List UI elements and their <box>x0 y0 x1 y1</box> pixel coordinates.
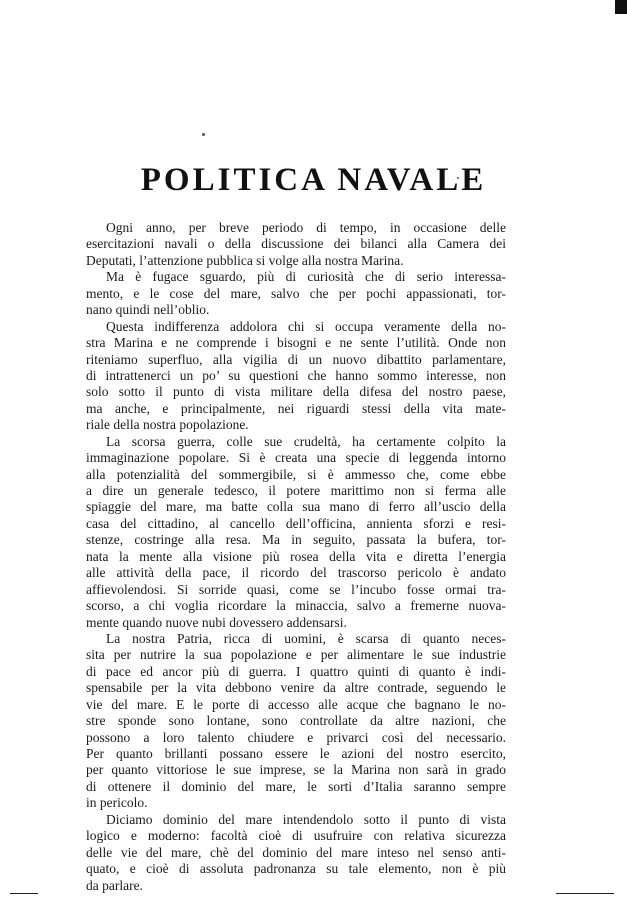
text-line: logico e moderno: facoltà cioè di usufruire con relativa sicurezza <box>86 828 506 844</box>
text-line: spensabile per la vita debbono venire da altre contrade, seguendo le <box>86 680 506 696</box>
text-line: da parlare. <box>86 877 143 893</box>
text-line: stra Marina e ne comprende i bisogni e ne sente l’utilità. Onde non <box>86 335 506 351</box>
text-line: La nostra Patria, ricca di uomini, è scarsa di quanto neces- <box>106 630 506 646</box>
text-line: stenze, costringe alla resa. Ma in seguito, passata la bufera, tor- <box>86 532 506 548</box>
text-line: a dire un generale tedesco, il potere marittimo non si ferma alle <box>86 483 506 498</box>
text-line: mento, e le cose del mare, salvo che per pochi appassionati, tor- <box>86 285 506 301</box>
text-line: La scorsa guerra, colle sue crudeltà, ha certamente colpito la <box>106 433 506 449</box>
text-line: stre sponde sono lontane, sono controllate da altre nazioni, che <box>86 713 506 729</box>
paragraph <box>86 220 506 269</box>
bottom-rule-left <box>10 893 38 894</box>
text-line: ma anche, e principalmente, nei riguardi stessi della vita mate- <box>86 400 506 416</box>
scan-corner-mark <box>615 0 627 14</box>
text-line: di intrattenerci un po’ su questioni che hanno sommo interesse, non <box>86 367 506 383</box>
text-line: Ogni anno, per breve periodo di tempo, in occasione delle <box>106 220 506 235</box>
paragraph <box>86 631 506 812</box>
text-line: delle vie del mare, chè del dominio del mare inteso nel senso anti- <box>86 844 506 860</box>
text-line: alle attività della pace, il ricordo del trascorso pericolo è andato <box>86 565 506 581</box>
text-line: sita per nutrire la sua popolazione e per alimentare le sue industrie <box>86 647 506 663</box>
text-line: riteniamo superfluo, alla vigilia di un nuovo dibattito parlamentare, <box>86 351 506 367</box>
text-line: nano quindi nell’oblio. <box>86 302 210 318</box>
scan-speck <box>202 133 205 136</box>
text-line: di pace ed ancor più di guerra. I quattro quinti di quanto è indi- <box>86 663 506 679</box>
text-line: esercitazioni navali o della discussione dei bilanci alla Camera dei <box>86 236 506 252</box>
paragraph <box>86 812 506 894</box>
body-text <box>86 220 506 894</box>
text-line: Deputati, l’attenzione pubblica si volge alla nostra Marina. <box>86 252 404 268</box>
text-line: nata la mente alla visione più rosea della vita e diretta l’energia <box>86 548 506 564</box>
text-line: affievolendosi. Si sorride quasi, come se l’incubo fosse ormai tra- <box>86 581 506 597</box>
text-line: casa del cittadino, al cancello dell’officina, annienta sforzi e resi- <box>86 515 506 531</box>
paragraph <box>86 434 506 631</box>
text-line: possono a loro talento chiudere e privarci così del necessario. <box>86 729 506 745</box>
text-line: scorso, a chi voglia ricordare la minaccia, salvo a fremerne nuova- <box>86 598 506 614</box>
text-line: quato, e cioè di assoluta padronanza su tale elemento, non è più <box>86 861 506 877</box>
text-line: alla potenzialità del sommergibile, si è ammesso che, come ebbe <box>86 466 506 482</box>
text-line: Per quanto brillanti possano essere le azioni del nostro esercito, <box>86 746 506 761</box>
paragraph <box>86 269 506 318</box>
text-line: mente quando nuove nubi dovessero addensarsi. <box>86 614 347 630</box>
text-line: Questa indifferenza addolora chi si occupa veramente della no- <box>106 318 506 334</box>
text-line: riale della nostra popolazione. <box>86 417 249 433</box>
text-line: in pericolo. <box>86 795 148 811</box>
text-line: Ma è fugace sguardo, più di curiosità che di serio interessa- <box>106 269 506 285</box>
paragraph <box>86 319 506 434</box>
text-line: vie del mare. E le porte di accesso alle acque che bagnano le no- <box>86 696 506 712</box>
text-line: immaginazione popolare. Si è creata una specie di leggenda intorno <box>86 450 506 466</box>
text-line: Diciamo dominio del mare intendendolo sotto il punto di vista <box>106 811 506 827</box>
page-title: POLITICA NAVALE <box>140 162 487 198</box>
text-line: di ottenere il dominio del mare, le sorti d’Italia saranno sempre <box>86 778 506 794</box>
text-line: per quanto vittoriose le sue imprese, se la Marina non sarà in grado <box>86 762 506 778</box>
bottom-rule-right <box>556 893 614 894</box>
text-line: solo sotto il punto di vista militare della difesa del nostro paese, <box>86 384 506 400</box>
text-line: spiaggie del mare, ma batte colla sua mano di ferro all’uscio della <box>86 499 506 515</box>
